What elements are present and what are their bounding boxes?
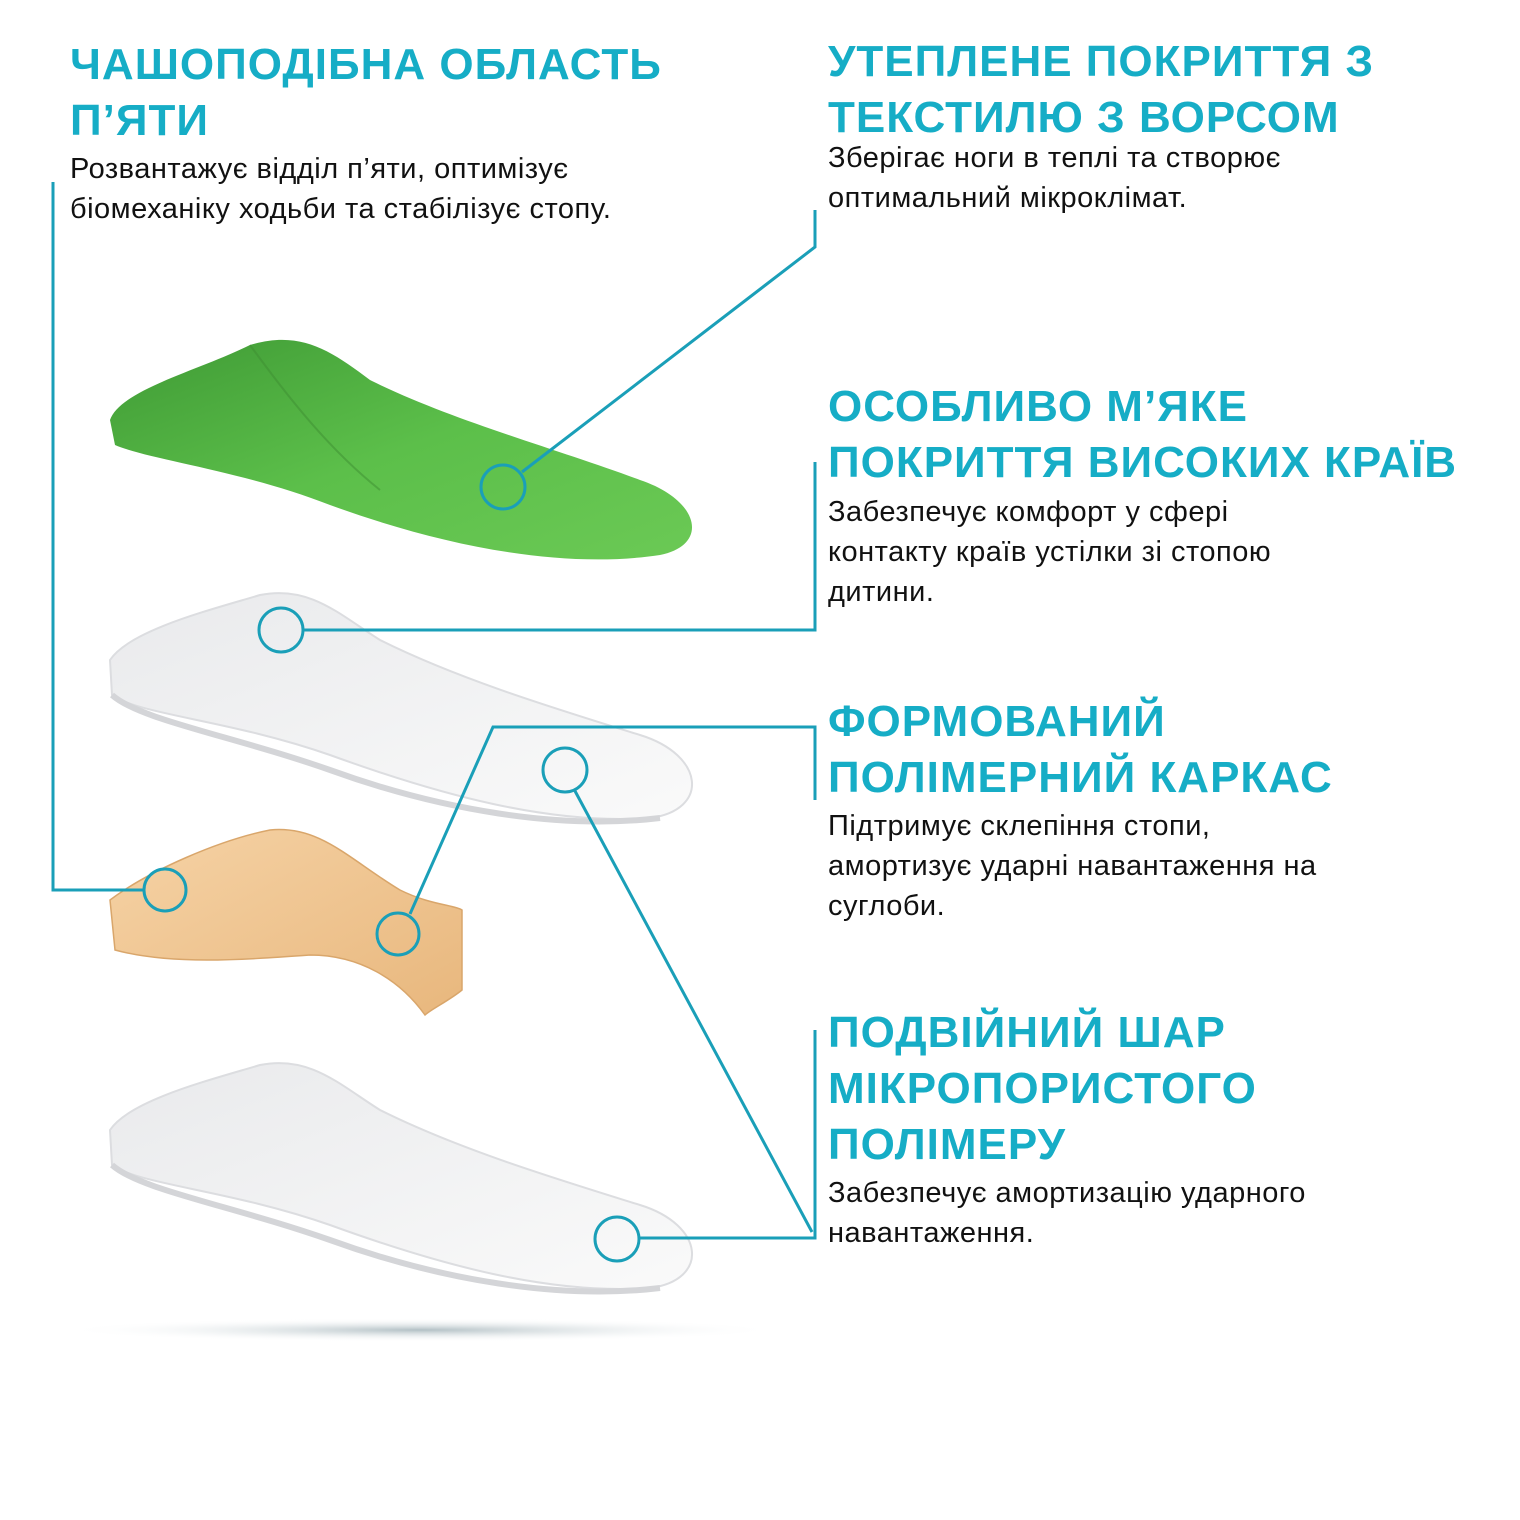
title-line: П’ЯТИ: [70, 96, 209, 145]
feature-description: [828, 806, 1333, 926]
body-line: навантаження.: [828, 1217, 1035, 1249]
feature-description: [828, 138, 1374, 218]
green-textile-layer: [110, 340, 692, 560]
body-line: суглоби.: [828, 890, 946, 922]
feature-polymer-frame: [828, 694, 1333, 926]
feature-title: [70, 37, 662, 149]
feature-double-layer: [828, 1005, 1306, 1253]
body-line: Забезпечує амортизацію ударного: [828, 1177, 1306, 1209]
body-line: амортизує ударні навантаження на: [828, 850, 1317, 882]
body-line: Забезпечує комфорт у сфері: [828, 496, 1229, 528]
feature-description: [828, 1173, 1306, 1253]
feature-title: [828, 379, 1457, 491]
callout-warm-cover: [522, 210, 815, 472]
feature-warm-cover: [828, 34, 1374, 218]
title-line: ПОДВІЙНИЙ ШАР: [828, 1008, 1226, 1057]
feature-description: [828, 492, 1457, 612]
title-line: ОСОБЛИВО М’ЯКЕ: [828, 382, 1248, 431]
feature-heel-cup: [70, 37, 662, 229]
title-line: ТЕКСТИЛЮ З ВОРСОМ: [828, 93, 1340, 142]
feature-title: [828, 34, 1374, 146]
callout-double-layer: [639, 1030, 815, 1238]
callout-heel-cup: [53, 182, 144, 890]
body-line: оптимальний мікроклімат.: [828, 182, 1188, 214]
body-line: Зберігає ноги в теплі та створює: [828, 142, 1281, 174]
feature-soft-edges: [828, 379, 1457, 612]
body-line: контакту країв устілки зі стопою: [828, 536, 1272, 568]
title-line: ЧАШОПОДІБНА ОБЛАСТЬ: [70, 40, 662, 89]
title-line: ПОЛІМЕРУ: [828, 1120, 1066, 1169]
title-line: УТЕПЛЕНЕ ПОКРИТТЯ З: [828, 37, 1375, 86]
ground-shadow: [60, 1318, 780, 1342]
title-line: ПОКРИТТЯ ВИСОКИХ КРАЇВ: [828, 438, 1458, 487]
body-line: Розвантажує відділ п’яти, оптимізує: [70, 153, 569, 185]
feature-title: [828, 694, 1333, 806]
body-line: біомеханіку ходьби та стабілізує стопу.: [70, 193, 612, 225]
feature-description: [70, 149, 662, 229]
body-line: дитини.: [828, 576, 935, 608]
micro-porous-layer: [110, 1063, 692, 1289]
title-line: ФОРМОВАНИЙ: [828, 697, 1166, 746]
polymer-frame-layer: [110, 830, 462, 1015]
body-line: Підтримує склепіння стопи,: [828, 810, 1211, 842]
title-line: ПОЛІМЕРНИЙ КАРКАС: [828, 753, 1333, 802]
feature-title: [828, 1005, 1306, 1173]
title-line: МІКРОПОРИСТОГО: [828, 1064, 1257, 1113]
soft-edge-layer: [110, 593, 692, 819]
